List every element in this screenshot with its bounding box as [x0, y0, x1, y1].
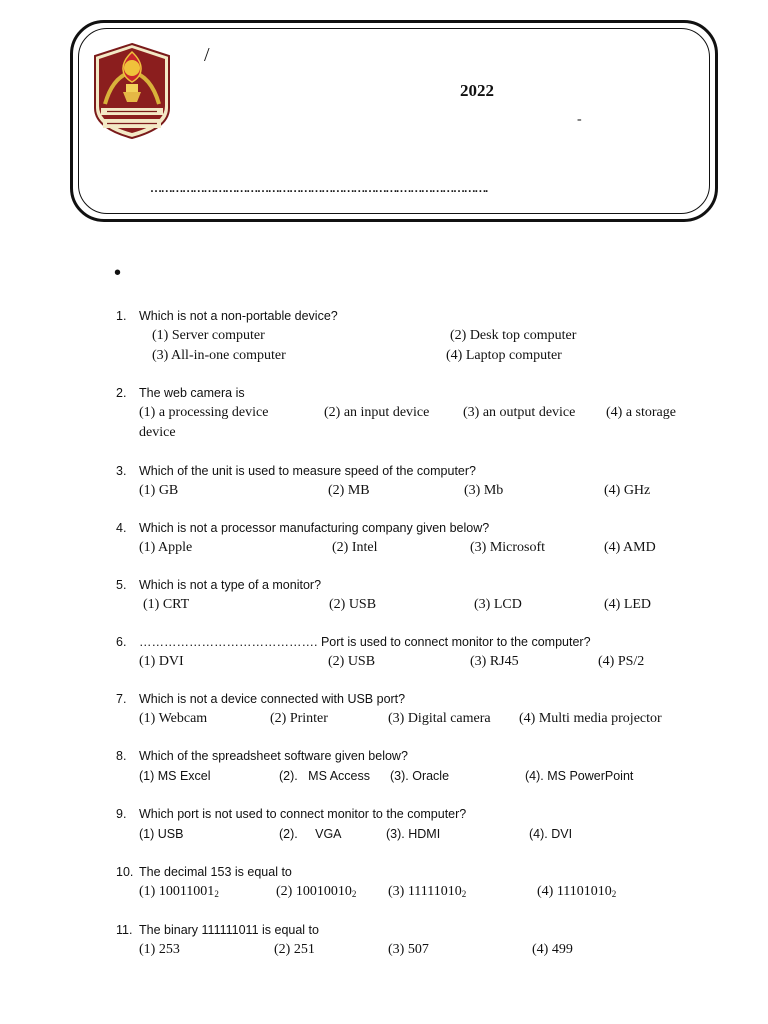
option-1: (1) a processing device [139, 405, 269, 420]
question-number: 9. [116, 807, 127, 821]
question-text: Which is not a type of a monitor? [139, 578, 322, 592]
question-number: 10. [116, 865, 134, 879]
question-text: Which of the spreadsheet software given below? [139, 749, 408, 763]
question-text: Which port is not used to connect monitor to the computer? [139, 807, 467, 821]
option-4: (4) Laptop computer [446, 348, 562, 363]
question-text: Which is not a processor manufacturing company given below? [139, 521, 490, 535]
option-3: (3). HDMI [386, 827, 441, 841]
option-3: (3) an output device [463, 405, 576, 420]
question-number: 2. [116, 386, 127, 400]
name-dotted-line: ……………………………………………………………. ……………………. [150, 181, 487, 195]
question-number: 6. [116, 635, 127, 649]
option-4: (4) a storage [606, 405, 676, 420]
option-4: (4) Multi media projector [519, 711, 662, 726]
option-4: (4) LED [604, 597, 652, 612]
option-3: (3) 507 [388, 942, 429, 957]
question-11 [116, 920, 706, 960]
option-2: (2) MB [328, 483, 370, 498]
question-number: 7. [116, 692, 127, 706]
question-text: ……………………………………. Port is used to connect monitor to the computer? [139, 635, 591, 649]
exam-year: 2022 [460, 81, 494, 100]
option-3: (3) RJ45 [470, 654, 519, 669]
question-text: Which is not a non-portable device? [139, 309, 338, 323]
question-text: The decimal 153 is equal to [139, 865, 292, 879]
option-3: (3) Digital camera [388, 711, 491, 726]
instruction-bullet: • [114, 262, 122, 284]
option-1: (1) Apple [139, 540, 193, 555]
option-1: (1) Webcam [139, 711, 208, 726]
header-slash: / [204, 44, 210, 66]
option-1: (1) USB [139, 827, 184, 841]
option-3: (3) Microsoft [470, 540, 546, 555]
option-4: (4). MS PowerPoint [525, 769, 634, 783]
question-number: 4. [116, 521, 127, 535]
option-2: (2) 251 [274, 942, 315, 957]
question-7 [116, 689, 706, 729]
question-2 [116, 383, 706, 443]
option-2: (2) Printer [270, 711, 328, 726]
option-1: (1) CRT [143, 597, 190, 612]
base-subscript: 2 [214, 889, 219, 899]
option-2: (2) $10010010_2$ [276, 884, 357, 899]
question-number: 5. [116, 578, 127, 592]
question-4 [116, 518, 706, 558]
option-1: (1) $10011001_2$ [139, 884, 219, 899]
school-crest-logo [93, 42, 171, 140]
question-text: Which of the unit is used to measure speed of the computer? [139, 464, 476, 478]
option-1: (1) MS Excel [139, 769, 211, 783]
option-3: (3) $11111010_2$ [388, 884, 467, 899]
question-text: The web camera is [139, 386, 245, 400]
question-3 [116, 461, 706, 501]
option-4: (4) PS/2 [598, 654, 645, 669]
option-2: (2). MS Access [279, 769, 370, 783]
option-3: (3). Oracle [390, 769, 450, 783]
question-10 [116, 862, 706, 902]
option-1: (1) 253 [139, 942, 180, 957]
option-1: (1) GB [139, 483, 179, 498]
option-2: (2) USB [328, 654, 376, 669]
option-2: (2). VGA [279, 827, 342, 841]
option-4: (4) AMD [604, 540, 656, 555]
question-number: 8. [116, 749, 127, 763]
option-1: (1) DVI [139, 654, 184, 669]
question-number: 1. [116, 309, 127, 323]
option-2: (2) Intel [332, 540, 378, 555]
option-2: (2) USB [329, 597, 377, 612]
question-6 [116, 632, 706, 672]
option-3: (3) LCD [474, 597, 522, 612]
question-number: 11. [116, 923, 133, 937]
question-5 [116, 575, 706, 615]
option-2: (2) an input device [324, 405, 430, 420]
option-1: (1) Server computer [152, 328, 265, 343]
option-4: (4) GHz [604, 483, 651, 498]
option-2: (2) Desk top computer [450, 328, 577, 343]
question-number: 3. [116, 464, 127, 478]
base-subscript: 2 [611, 889, 617, 899]
base-subscript: 2 [351, 889, 357, 899]
option-4: (4) 499 [532, 942, 573, 957]
question-8 [116, 746, 706, 786]
question-9 [116, 804, 706, 844]
option-4: (4). DVI [529, 827, 573, 841]
option-3: (3) Mb [464, 483, 504, 498]
base-subscript: 2 [461, 889, 467, 899]
question-text: Which is not a device connected with USB port? [139, 692, 406, 706]
option-continuation: device [139, 425, 176, 440]
question-1 [116, 306, 706, 366]
option-3: (3) All-in-one computer [152, 348, 286, 363]
option-4: (4) $11101010_2$ [537, 884, 617, 899]
question-text: The binary 111111011 is equal to [139, 923, 319, 937]
header-dash: - [577, 112, 582, 127]
